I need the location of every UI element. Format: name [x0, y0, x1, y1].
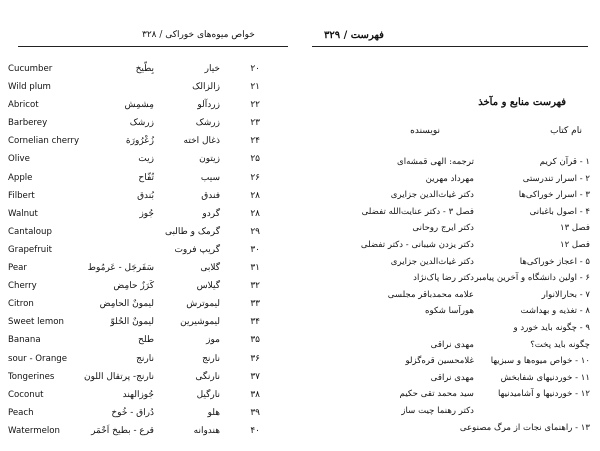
- reference-row: [300, 272, 600, 289]
- fruit-persian-name: نارگیل: [196, 389, 220, 400]
- reference-book: ۱۰ - خواص میوه‌ها و سبزیها: [490, 356, 590, 367]
- fruit-arabic-name: سَفَرجَل - عَرمُوط: [87, 263, 154, 274]
- fruit-row: [0, 315, 300, 333]
- fruit-row: [0, 352, 300, 370]
- fruit-english-name: Grapefruit: [8, 244, 52, 255]
- fruit-page-number: ۳۱: [250, 263, 260, 274]
- bibliography-list: [300, 156, 600, 438]
- reference-author: فصل ۳ - دکتر عنایت‌الله تفضلی: [361, 206, 474, 217]
- fruit-page-number: ۳۳: [250, 299, 260, 310]
- fruit-row: [0, 261, 300, 279]
- reference-author: مهدی نراقی: [430, 339, 474, 350]
- reference-row: [300, 372, 600, 389]
- fruit-persian-name: گردو: [202, 208, 220, 219]
- fruit-arabic-name: کَرَزٌ حامِض: [113, 281, 154, 292]
- fruit-row: [0, 279, 300, 297]
- fruit-arabic-name: زُعْرُورَة: [125, 136, 154, 147]
- reference-row: [300, 405, 600, 422]
- reference-row: [300, 305, 600, 322]
- reference-book: ۲ - اسرار تندرستی: [522, 173, 590, 184]
- fruit-row: [0, 152, 300, 170]
- fruit-arabic-name: بِطّیخ: [135, 64, 154, 74]
- bibliography-title: فهرست منابع و مآخذ: [478, 97, 566, 108]
- reference-row: [300, 206, 600, 223]
- fruit-page-number: ۲۴: [250, 136, 260, 147]
- reference-book: ۴ - اصول باغبانی: [529, 206, 590, 217]
- fruit-persian-name: زیتون: [199, 154, 220, 165]
- fruit-persian-name: لیموشیرین: [180, 317, 220, 328]
- fruit-page-number: ۳۶: [250, 353, 260, 364]
- fruit-persian-name: فندق: [201, 190, 220, 201]
- fruit-page-number: ۳۸: [250, 389, 260, 400]
- reference-book: فصل ۱۲: [559, 239, 590, 250]
- reference-book: ۳ - اسرار خوراکی‌ها: [518, 190, 590, 201]
- fruit-english-name: Cornelian cherry: [8, 136, 80, 147]
- fruit-english-name: Tongerines: [8, 371, 55, 382]
- reference-author: دکتر رهنما چیت ساز: [401, 405, 474, 416]
- fruit-persian-name: زرشک: [195, 118, 220, 129]
- reference-author: هورآسا شکوه: [425, 306, 474, 317]
- reference-book: ۸ - تغذیه و بهداشت: [520, 306, 590, 317]
- fruit-page-number: ۲۵: [250, 154, 260, 165]
- reference-row: [300, 222, 600, 239]
- fruit-english-name: Watermelon: [8, 425, 61, 436]
- reference-author: دکتر ایرج روحانی: [412, 223, 474, 234]
- fruit-english-name: Citron: [8, 299, 34, 310]
- reference-row: [300, 289, 600, 306]
- reference-author: مهرداد مهرین: [425, 173, 474, 184]
- fruit-persian-name: لیموترش: [186, 299, 220, 310]
- fruit-english-name: Barberey: [8, 118, 48, 129]
- reference-book: ۱۲ - خوردنیها و آشامیدنیها: [498, 389, 590, 400]
- fruit-table: [0, 62, 300, 442]
- fruit-row: [0, 80, 300, 98]
- fruit-page-number: ۴۰: [250, 425, 260, 436]
- fruit-row: [0, 171, 300, 189]
- fruit-english-name: Olive: [8, 154, 30, 165]
- right-page-header: فهرست / ۳۲۹: [324, 30, 384, 41]
- reference-book: ۶ - اولین دانشگاه و آخرین پیامبر: [474, 273, 590, 284]
- fruit-english-name: Peach: [8, 407, 34, 418]
- fruit-arabic-name: لیمونٌ الحُلوّ: [110, 317, 154, 328]
- left-header-rule: [18, 46, 288, 47]
- fruit-arabic-name: جُوز: [139, 208, 154, 219]
- fruit-page-number: ۲۹: [250, 226, 260, 237]
- fruit-row: [0, 406, 300, 424]
- fruit-row: [0, 116, 300, 134]
- reference-row: [300, 422, 600, 439]
- reference-book: ۱۳ - راهنمای نجات از مرگ مصنوعی: [459, 422, 590, 433]
- reference-author: دکتر غیاث‌الدین جزایری: [390, 190, 474, 201]
- reference-author: دکتر یزدن شیبانی - دکتر تفضلی: [360, 239, 474, 250]
- fruit-page-number: ۳۷: [250, 371, 260, 382]
- fruit-persian-name: گیلاس: [196, 281, 220, 292]
- fruit-page-number: ۳۴: [250, 317, 260, 328]
- reference-book: ۵ - اعجاز خوراکی‌ها: [519, 256, 590, 267]
- reference-author: مهدی نراقی: [430, 372, 474, 383]
- right-page: [300, 0, 600, 451]
- reference-author: سید محمد تقی حکیم: [399, 389, 474, 400]
- reference-book: ۹ - چگونه باید خورد و: [513, 322, 590, 333]
- fruit-persian-name: موز: [206, 335, 220, 346]
- fruit-english-name: Cantaloup: [8, 226, 52, 237]
- fruit-page-number: ۳۹: [250, 407, 260, 418]
- reference-book: فصل ۱۳: [559, 223, 590, 234]
- fruit-row: [0, 333, 300, 351]
- reference-book: ۱۱ - خوردنیهای شفابخش: [500, 372, 590, 383]
- reference-row: [300, 239, 600, 256]
- reference-row: [300, 339, 600, 356]
- fruit-english-name: Banana: [8, 335, 41, 346]
- fruit-arabic-name: زیت: [138, 154, 154, 165]
- fruit-row: [0, 134, 300, 152]
- reference-row: [300, 388, 600, 405]
- fruit-persian-name: هلو: [207, 407, 220, 418]
- reference-row: [300, 189, 600, 206]
- fruit-persian-name: خیار: [204, 64, 220, 74]
- fruit-english-name: Cherry: [8, 281, 37, 292]
- fruit-page-number: ۲۰: [250, 64, 260, 74]
- fruit-page-number: ۲۶: [250, 172, 260, 183]
- fruit-english-name: sour - Orange: [8, 353, 68, 364]
- reference-author: ترجمه: الهی قمشه‌ای: [397, 157, 474, 167]
- fruit-arabic-name: نارنج: [136, 353, 154, 364]
- fruit-page-number: ۲۸: [250, 190, 260, 201]
- left-page-header: ۳۲۸ / خواص میوه‌های خوراکی: [142, 30, 255, 40]
- fruit-page-number: ۲۳: [250, 118, 260, 129]
- fruit-page-number: ۲۲: [250, 100, 260, 111]
- fruit-arabic-name: نارنج- پرتقال اللون: [84, 371, 154, 382]
- fruit-english-name: Wild plum: [8, 82, 51, 93]
- fruit-persian-name: زالزالک: [192, 82, 220, 93]
- reference-author: دکتر رضا پاک‌نژاد: [413, 273, 474, 284]
- reference-author: دکتر غیاث‌الدین جزایری: [390, 256, 474, 267]
- fruit-arabic-name: قرع - بطیخ اَحْمَر: [91, 425, 154, 436]
- reference-row: [300, 256, 600, 273]
- reference-row: [300, 322, 600, 339]
- fruit-english-name: Apple: [8, 172, 33, 183]
- reference-book: ۷ - بحارالانوار: [541, 289, 590, 300]
- fruit-row: [0, 297, 300, 315]
- fruit-persian-name: سیب: [200, 172, 220, 183]
- fruit-persian-name: هندوانه: [193, 425, 220, 436]
- fruit-persian-name: نارنج: [202, 353, 220, 364]
- fruit-english-name: Abricot: [8, 100, 39, 111]
- fruit-arabic-name: بُندق: [137, 190, 154, 201]
- fruit-row: [0, 98, 300, 116]
- fruit-row: [0, 225, 300, 243]
- column-header-book: نام کتاب: [550, 126, 582, 136]
- fruit-arabic-name: جُوزالهند: [122, 389, 154, 400]
- fruit-persian-name: زردآلو: [197, 100, 220, 111]
- right-header-rule: [312, 46, 588, 47]
- fruit-row: [0, 424, 300, 442]
- fruit-english-name: Coconut: [8, 389, 44, 400]
- reference-row: [300, 355, 600, 372]
- reference-book: ۱ - قرآن کریم: [539, 157, 590, 167]
- fruit-row: [0, 189, 300, 207]
- fruit-arabic-name: دُراق - خُوخ: [111, 407, 154, 418]
- fruit-persian-name: گریپ فروت: [174, 244, 220, 255]
- fruit-arabic-name: زرشک: [129, 118, 154, 129]
- reference-row: [300, 173, 600, 190]
- fruit-row: [0, 243, 300, 261]
- fruit-english-name: Pear: [8, 263, 27, 274]
- fruit-persian-name: نارنگی: [195, 371, 220, 382]
- fruit-page-number: ۳۰: [250, 244, 260, 255]
- fruit-row: [0, 207, 300, 225]
- reference-author: غلامحسین قره‌گزلو: [405, 356, 474, 367]
- fruit-persian-name: گلابی: [200, 263, 220, 274]
- reference-author: علامه محمدباقر مجلسی: [387, 289, 474, 300]
- fruit-persian-name: ذغال اخته: [183, 136, 220, 147]
- column-header-author: نویسنده: [410, 126, 440, 136]
- fruit-row: [0, 388, 300, 406]
- fruit-row: [0, 62, 300, 80]
- fruit-english-name: Cucumber: [8, 64, 53, 74]
- fruit-page-number: ۲۸: [250, 208, 260, 219]
- fruit-page-number: ۳۵: [250, 335, 260, 346]
- fruit-english-name: Filbert: [8, 190, 35, 201]
- fruit-arabic-name: طلح: [138, 335, 154, 346]
- fruit-english-name: Walnut: [8, 208, 38, 219]
- fruit-row: [0, 370, 300, 388]
- fruit-page-number: ۳۲: [250, 281, 260, 292]
- fruit-english-name: Sweet lemon: [8, 317, 64, 328]
- reference-book: چگونه باید پخت؟: [530, 339, 590, 350]
- fruit-arabic-name: مِشمِش: [124, 100, 154, 111]
- fruit-arabic-name: لیمونٌ الحامِض: [99, 299, 154, 310]
- fruit-persian-name: گرمک و طالبی: [164, 226, 220, 237]
- fruit-arabic-name: تُفّاح: [138, 172, 154, 183]
- reference-row: [300, 156, 600, 173]
- fruit-page-number: ۲۱: [250, 82, 260, 93]
